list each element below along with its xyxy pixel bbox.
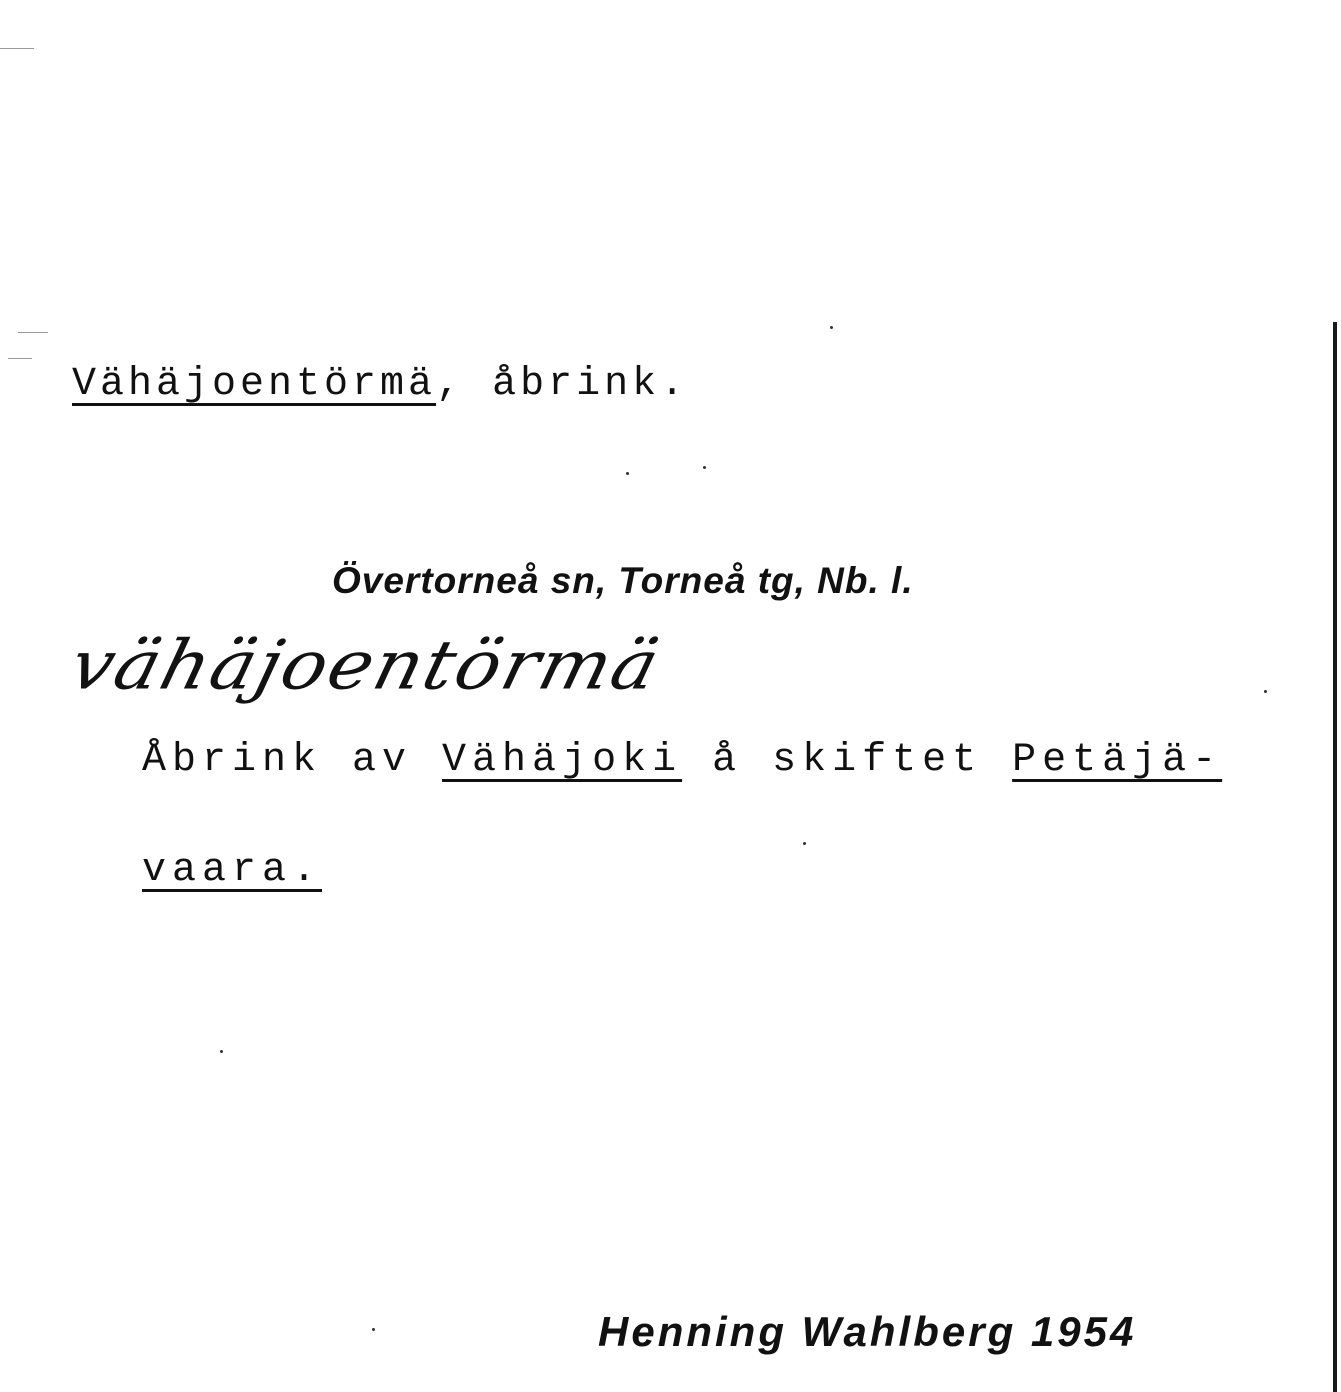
handwritten-form: vähäjoentörmä: [62, 626, 669, 706]
speck: [803, 842, 806, 845]
speck: [1264, 690, 1267, 693]
scan-mark: [0, 48, 34, 49]
river-name: Vähäjoki: [442, 738, 683, 783]
estate-name-part: Petäjä-: [1012, 738, 1223, 783]
speck: [703, 466, 706, 469]
description-line-2: [142, 848, 322, 893]
card-edge: [1333, 322, 1337, 1392]
speck: [372, 1328, 375, 1331]
headword-type: , åbrink.: [436, 362, 689, 407]
scan-mark: [8, 358, 32, 359]
description-line-1: [142, 738, 1222, 783]
estate-name-end: vaara.: [142, 848, 323, 893]
headword: Vähäjoentörmä: [72, 362, 437, 407]
speck: [626, 472, 629, 475]
parish-stamp: Övertorneå sn, Torneå tg, Nb. l.: [332, 560, 914, 601]
headword-line: [72, 362, 688, 407]
description-prefix: Åbrink av: [142, 738, 443, 783]
speck: [830, 326, 833, 329]
signature-stamp: Henning Wahlberg 1954: [598, 1308, 1137, 1355]
speck: [220, 1050, 223, 1053]
description-mid: å skiftet: [682, 738, 1013, 783]
scan-mark: [18, 332, 48, 333]
